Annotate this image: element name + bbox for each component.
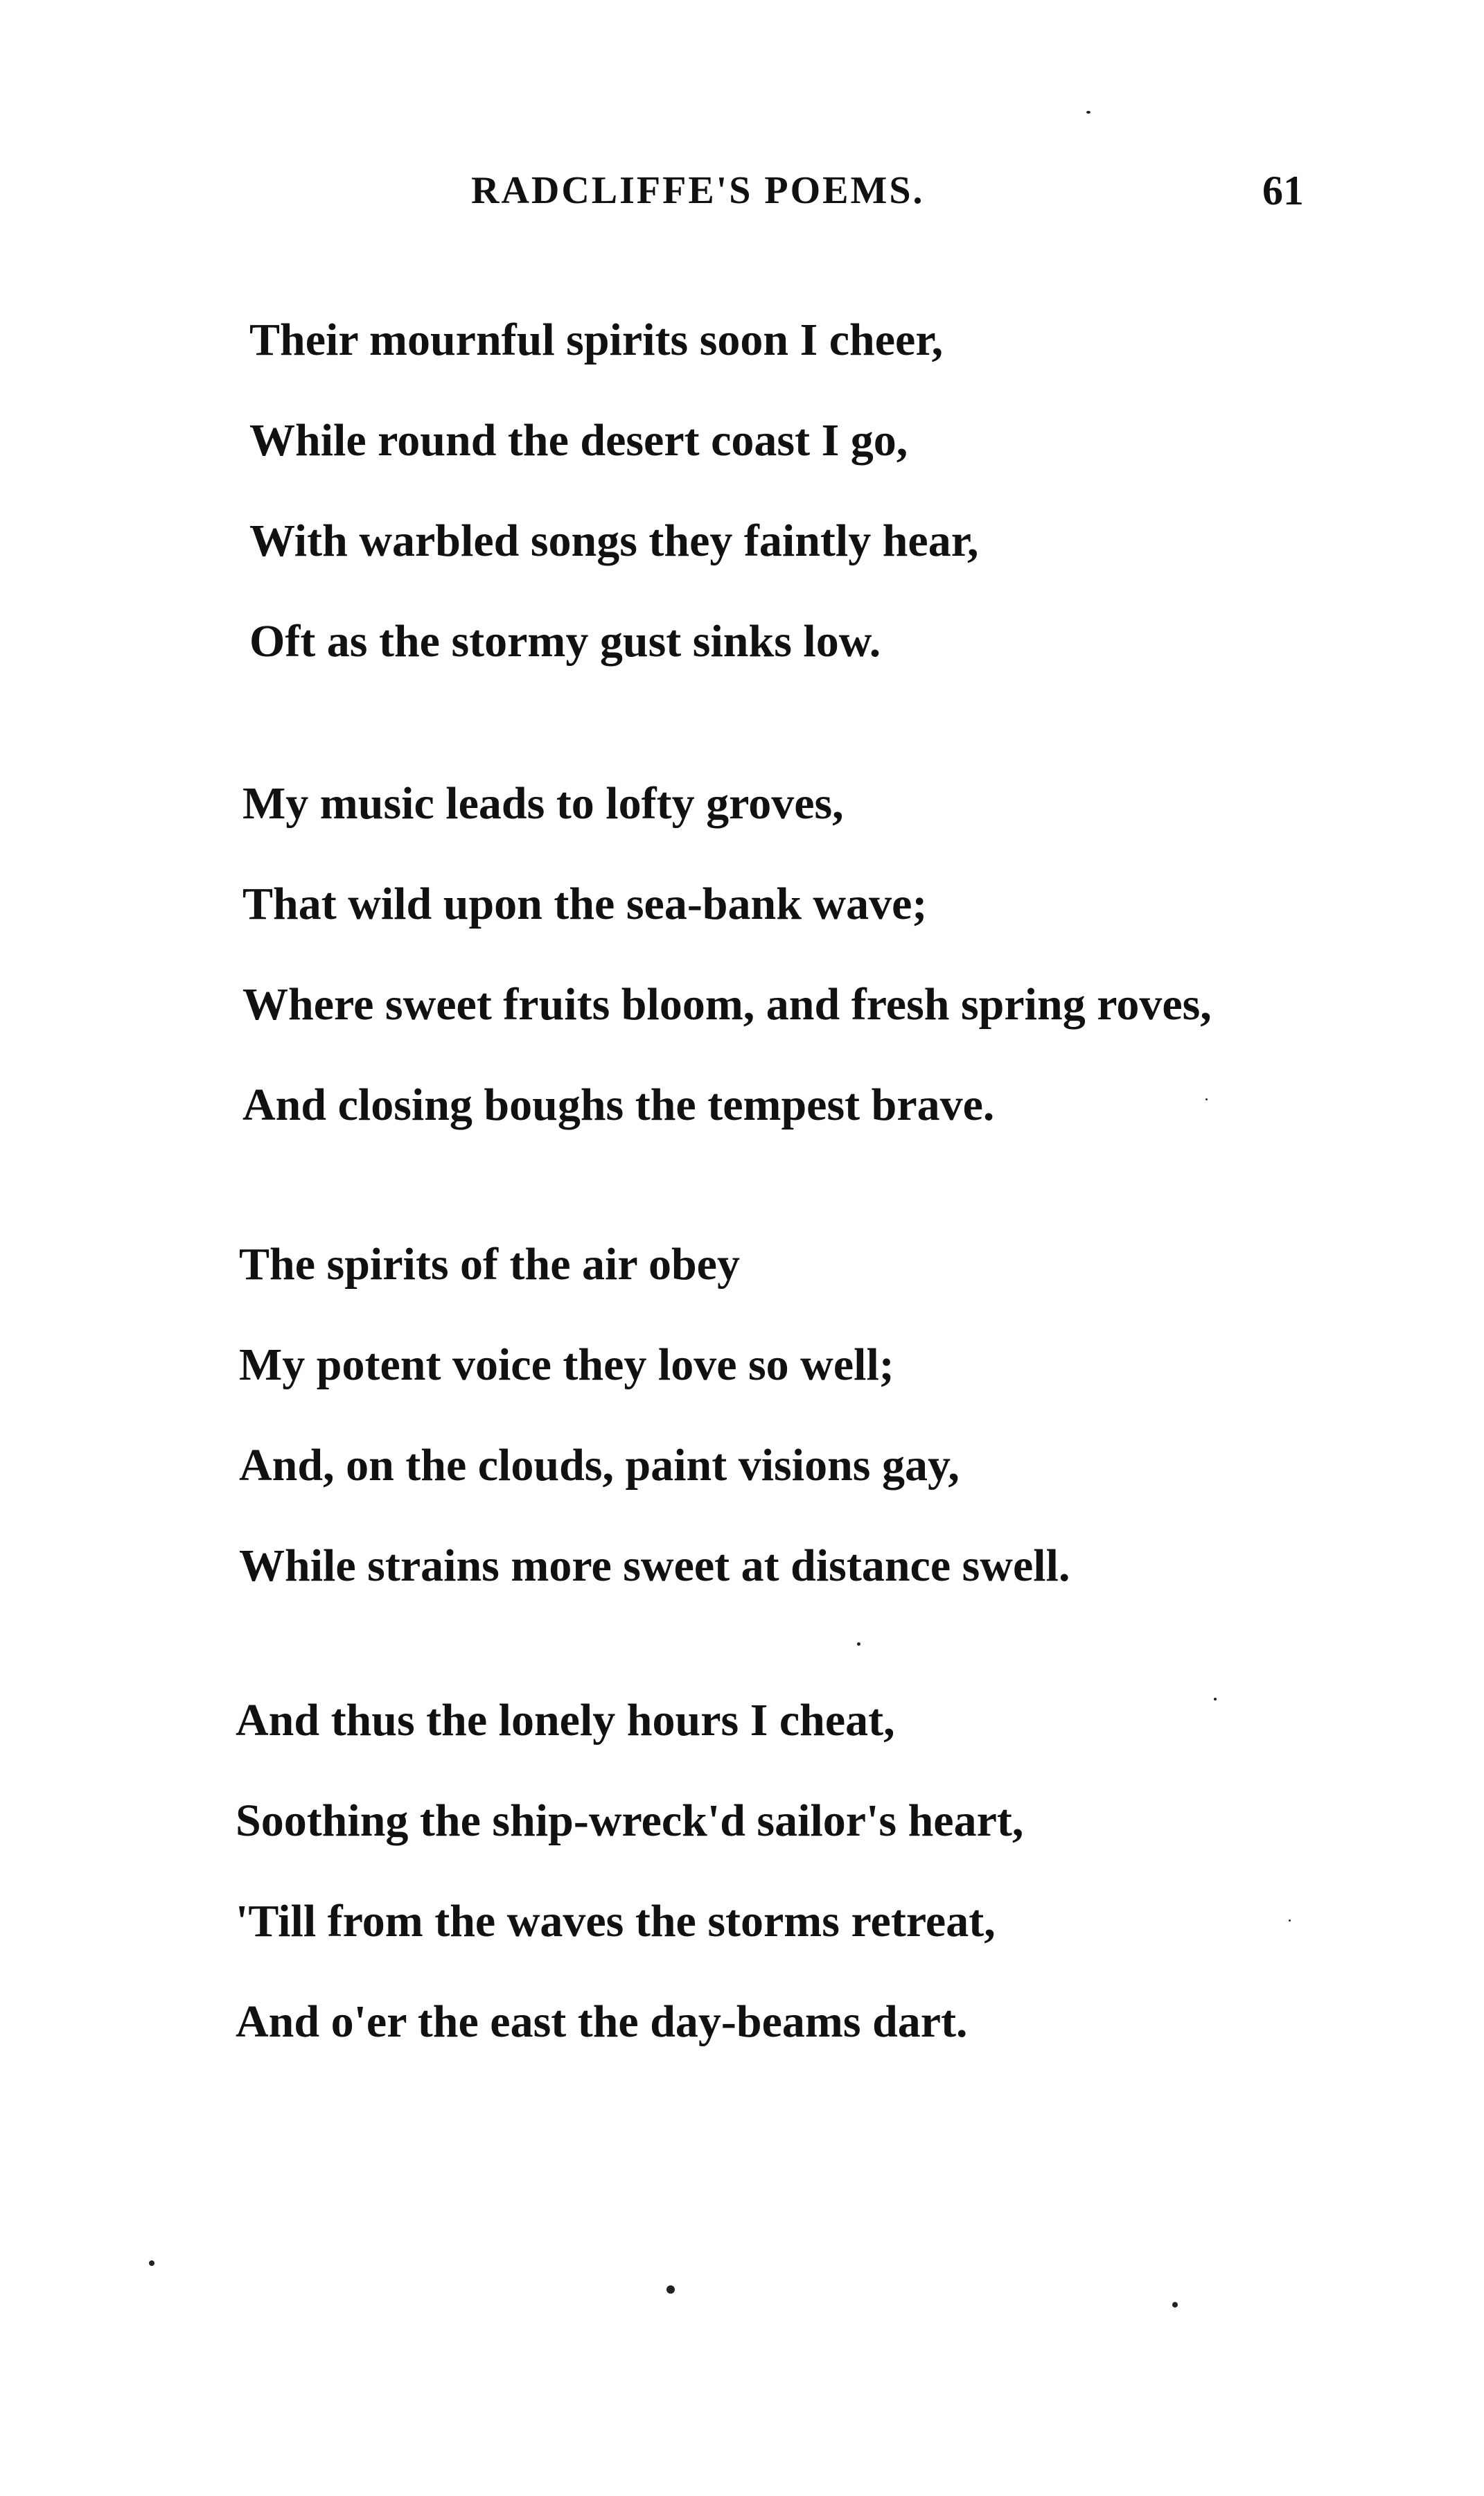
running-title: RADCLIFFE'S POEMS. — [471, 169, 925, 212]
verse-line: With warbled songs they faintly hear, — [249, 516, 979, 566]
print-speck — [149, 2260, 154, 2266]
verse-line: Soothing the ship-wreck'd sailor's heart, — [236, 1795, 1024, 1846]
verse-line: Their mournful spirits soon I cheer, — [249, 315, 944, 365]
verse-line: Where sweet fruits bloom, and fresh spring roves, — [242, 979, 1212, 1030]
verse-line: The spirits of the air obey — [239, 1239, 740, 1290]
verse-line: While round the desert coast I go, — [249, 415, 908, 466]
stanza-1 — [249, 290, 978, 692]
running-head — [0, 163, 1484, 218]
page-number: 61 — [1262, 168, 1304, 213]
verse-line: Oft as the stormy gust sinks low. — [249, 616, 881, 667]
print-speck — [1205, 1098, 1208, 1100]
stanza-4 — [236, 1670, 1023, 2072]
print-speck — [1086, 111, 1090, 114]
print-speck — [1214, 1698, 1217, 1700]
verse-line: And o'er the east the day-beams dart. — [236, 1996, 968, 2047]
print-speck — [1289, 1919, 1291, 1922]
verse-line: And thus the lonely hours I cheat, — [236, 1695, 895, 1746]
print-speck — [857, 1642, 860, 1646]
verse-line: 'Till from the waves the storms retreat, — [236, 1896, 996, 1946]
print-speck — [666, 2285, 675, 2294]
print-speck — [1172, 2302, 1178, 2308]
verse-line: That wild upon the sea-bank wave; — [242, 879, 928, 929]
verse-line: And, on the clouds, paint visions gay, — [239, 1440, 960, 1491]
verse-line: My potent voice they love so well; — [239, 1339, 894, 1390]
verse-line: While strains more sweet at distance swell. — [239, 1540, 1070, 1591]
verse-line: And closing boughs the tempest brave. — [242, 1080, 995, 1130]
stanza-2 — [242, 753, 1212, 1155]
verse-line: My music leads to lofty groves, — [242, 778, 844, 829]
stanza-3 — [239, 1214, 1070, 1616]
